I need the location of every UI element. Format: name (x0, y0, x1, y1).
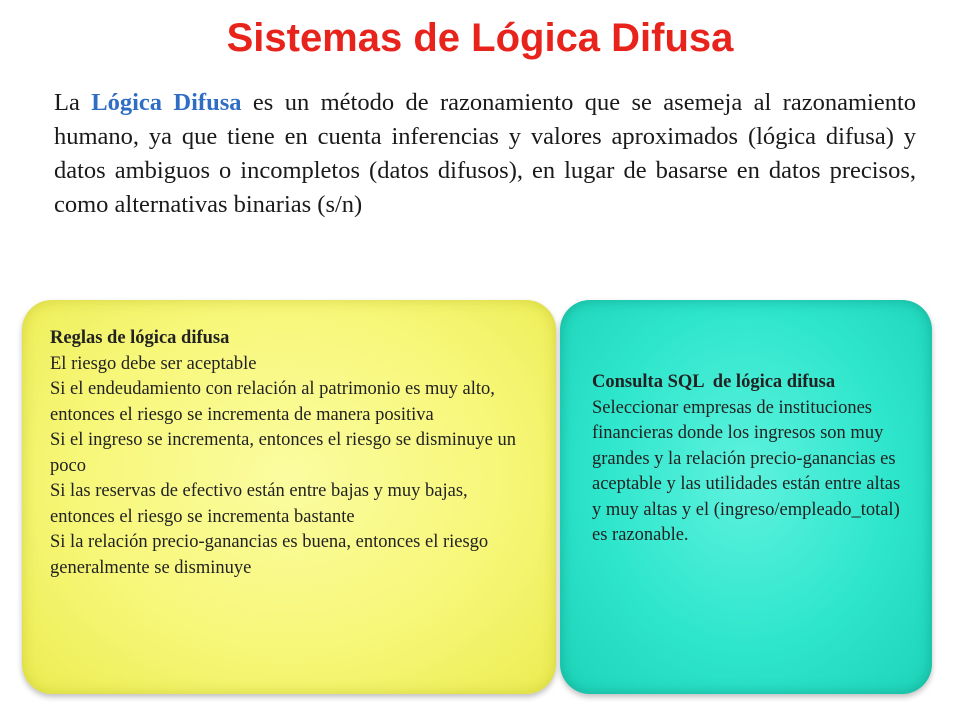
sql-query-text (592, 370, 912, 549)
rules-line: El riesgo debe ser aceptable (50, 353, 257, 374)
rules-line: Si la relación precio-ganancias es buena, entonces el riesgo generalmente se disminuye (50, 532, 489, 578)
sql-query-box (560, 300, 932, 694)
sql-query-heading: Consulta SQL de lógica difusa (592, 372, 836, 392)
rules-text (50, 326, 536, 581)
intro-rest: es un método de razonamiento que se asemeja al razonamiento humano, ya que tiene en cuenta inferencias y valores aproximados (lógica difusa) y datos ambiguos o incompletos (datos difusos), en lugar de basarse en datos precisos, como alternativas binarias (s/n) (54, 89, 917, 218)
rules-line: Si las reservas de efectivo están entre bajas y muy bajas, entonces el riesgo se incrementa bastante (50, 481, 468, 527)
rules-line: Si el ingreso se incrementa, entonces el riesgo se disminuye un poco (50, 430, 516, 476)
rules-heading: Reglas de lógica difusa (50, 328, 230, 348)
rules-box (22, 300, 556, 694)
intro-highlight: Lógica Difusa (91, 89, 242, 116)
page-title: Sistemas de Lógica Difusa (226, 16, 734, 60)
intro-paragraph (54, 86, 916, 222)
rules-line: Si el endeudamiento con relación al patrimonio es muy alto, entonces el riesgo se incrementa de manera positiva (50, 379, 495, 425)
intro-prefix: La (54, 89, 92, 116)
sql-query-body: Seleccionar empresas de instituciones financieras donde los ingresos son muy grandes y la relación precio-ganancias es aceptable y las utilidades están entre altas y muy altas y el (ingreso/empleado_total) es razonable. (592, 397, 901, 545)
